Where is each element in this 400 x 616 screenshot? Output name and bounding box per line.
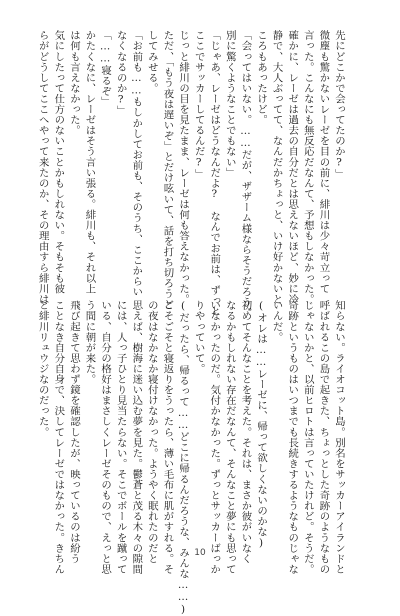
text-line: には、人っ子ひとり見当たらない。そこでボールを蹴って — [114, 300, 127, 575]
text-line: 奇跡というものはいつまでも長続きするようなものじゃな — [286, 300, 299, 575]
text-line: 言った。こんなにも無反応だなんて、予想もしなかった。 — [301, 30, 314, 305]
text-line: らがどうしてここへやって来たのか、その理由すら緋川は — [36, 30, 49, 305]
text-line: いなかったのだ。気付かなかった。ずっとサッカーばっか — [208, 300, 221, 575]
text-line: 知らない。ライオコット島。別名をサッカーアイランドと — [333, 300, 345, 575]
text-line: じゃないかと、以前ヒロトは言っていたけれど。そうだ。 — [301, 300, 314, 575]
text-line: 気にしたって仕方のないことかもしれない。そもそも彼 — [52, 30, 65, 294]
text-line: う間に朝が来た。 — [83, 300, 96, 385]
text-line: なくなるのか?」 — [114, 30, 127, 116]
text-line: 初めてそんなことを考えた。それは、まさか彼がいなく — [239, 300, 252, 564]
text-line: りやっていて。 — [192, 300, 205, 374]
text-line: 微塵も驚かないレーゼを目の前に、緋川は少々苛立って — [317, 30, 330, 294]
text-line: してみせる。 — [145, 30, 158, 94]
text-line: 「じゃあ、レーゼはどうなんだよ? なんでお前は、ずっと — [208, 30, 221, 317]
text-line: は何も言えなかった。 — [67, 30, 80, 136]
text-line: いる、自分の格好はまさしくレーゼそのもので、えっと思 — [99, 300, 112, 575]
text-line: ことなき自分自身で、決してレーゼではなかった。きちん — [52, 300, 65, 575]
text-line: かたくなに、レーゼはそう言い張る。緋川も、それ以上 — [83, 30, 96, 294]
text-line: 別に驚くようなことでもない」 — [223, 30, 236, 178]
text-line: 先にどこかで会ってたのか?」 — [333, 30, 345, 180]
text-line: ころもあったけど。 — [255, 30, 268, 125]
text-line: (だったら、帰るって……どこに帰るんだろうな、みんな……) — [177, 300, 190, 616]
text-line: と緋川リュウジなのだった。 — [36, 300, 49, 438]
text-line: じっと緋川の目を見たまま、レーゼは何も答えなかった。 — [177, 30, 190, 305]
text-line: 「会ってはいない。……だが、ザザーム様ならそうだろう。 — [239, 30, 252, 319]
text-line: ごそごそと寝返りをうったら、薄い毛布に肌がすれる。そ — [161, 300, 174, 575]
text-line: なるかもしれない存在だなんて、そんなこと夢にも思って — [223, 300, 236, 575]
text-line: 「……寝るぞ」 — [99, 30, 112, 108]
page-number: 10 — [194, 548, 206, 558]
text-line: の夜はなかなか寝付けなかった。ようやく眠れたのだと — [145, 300, 158, 564]
text-line: 呼ばれるこの島で起きた、ちょっとした奇跡のようなもの — [317, 300, 330, 575]
text-line: ここでサッカーしてるんだ?」 — [192, 30, 205, 180]
text-line: 飛び起きて思わず鏡を確認したが、映っているのは紛う — [67, 300, 80, 564]
text-line: 「お前も……もしかしてお前も、そのうち、ここからい — [130, 30, 143, 297]
text-line: 思えば、樹海に迷い込む夢を見た。鬱蒼と茂る木々の隙間 — [130, 300, 143, 575]
text-line: (オレは……レーゼに、帰って欲しくないのかな) — [255, 300, 268, 550]
text-line: いんだ。 — [270, 300, 283, 343]
upper-text-block — [34, 30, 346, 319]
text-line: 確かに、レーゼは過去の自分だとは思えないほど、妙に冷 — [286, 30, 299, 305]
text-line: 静で、大人ぶってて、なんだかちょっと、いけ好かないと — [270, 30, 283, 305]
text-line: ただ、「もう夜は遅いぞ」とだけ呟いて、話を打ち切ろうと — [161, 30, 174, 310]
